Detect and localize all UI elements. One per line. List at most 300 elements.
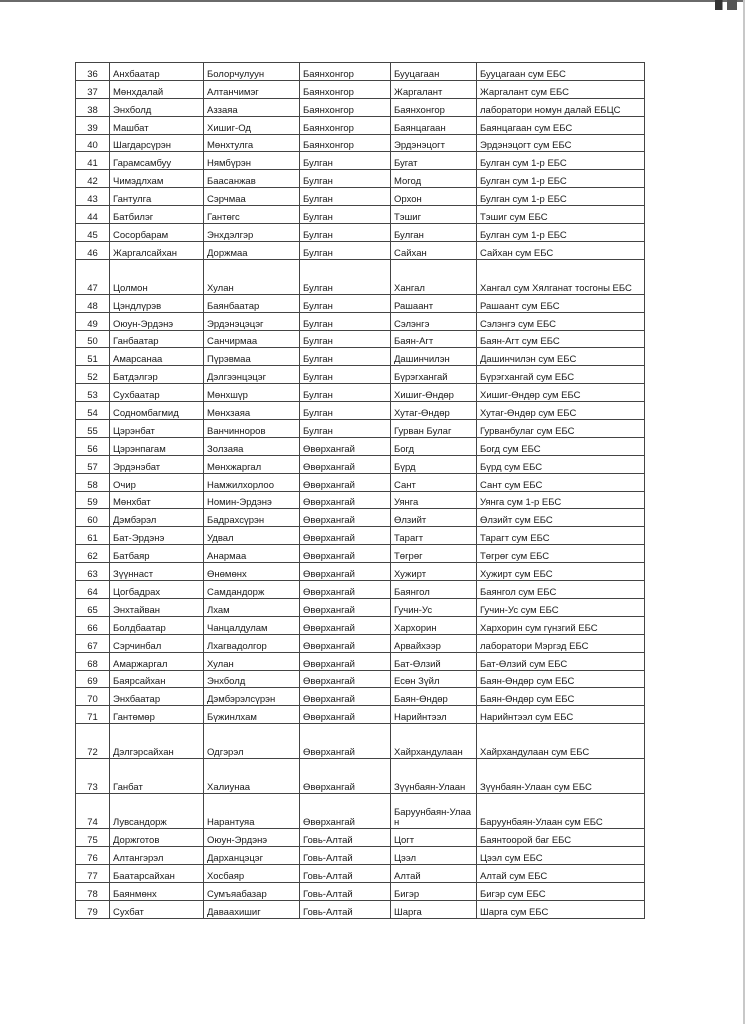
given-name-cell: Ванчинноров bbox=[204, 420, 300, 438]
table-row bbox=[76, 330, 645, 348]
table-row bbox=[76, 724, 645, 759]
school-cell: Шарга сум ЕБС bbox=[477, 900, 645, 918]
school-cell: Хангал сум Хялганат тосгоны ЕБС bbox=[477, 259, 645, 294]
page-top-border bbox=[0, 0, 745, 2]
aimag-cell: Өвөрхангай bbox=[300, 437, 391, 455]
aimag-cell: Өвөрхангай bbox=[300, 581, 391, 599]
surname-cell: Оюун-Эрдэнэ bbox=[110, 312, 204, 330]
surname-cell: Болдбаатар bbox=[110, 616, 204, 634]
table-row bbox=[76, 900, 645, 918]
table-row bbox=[76, 670, 645, 688]
sum-cell: Сэлэнгэ bbox=[391, 312, 477, 330]
table-row bbox=[76, 847, 645, 865]
row-number: 45 bbox=[76, 224, 110, 242]
table-row bbox=[76, 509, 645, 527]
sum-cell: Эрдэнэцогт bbox=[391, 134, 477, 152]
row-number: 76 bbox=[76, 847, 110, 865]
sum-cell: Гурван Булаг bbox=[391, 420, 477, 438]
table-row bbox=[76, 170, 645, 188]
table-row bbox=[76, 420, 645, 438]
school-cell: Сайхан сум ЕБС bbox=[477, 241, 645, 259]
school-cell: Гурванбулаг сум ЕБС bbox=[477, 420, 645, 438]
row-number: 79 bbox=[76, 900, 110, 918]
surname-cell: Лувсандорж bbox=[110, 794, 204, 829]
given-name-cell: Самдандорж bbox=[204, 581, 300, 599]
row-number: 65 bbox=[76, 598, 110, 616]
given-name-cell: Эрдэнэцэцэг bbox=[204, 312, 300, 330]
aimag-cell: Говь-Алтай bbox=[300, 882, 391, 900]
table-row bbox=[76, 598, 645, 616]
surname-cell: Энхбаатар bbox=[110, 688, 204, 706]
given-name-cell: Сэрчмаа bbox=[204, 188, 300, 206]
aimag-cell: Өвөрхангай bbox=[300, 652, 391, 670]
aimag-cell: Говь-Алтай bbox=[300, 864, 391, 882]
school-cell: Тарагт сум ЕБС bbox=[477, 527, 645, 545]
aimag-cell: Өвөрхангай bbox=[300, 688, 391, 706]
given-name-cell: Энхболд bbox=[204, 670, 300, 688]
row-number: 41 bbox=[76, 152, 110, 170]
row-number: 60 bbox=[76, 509, 110, 527]
aimag-cell: Булган bbox=[300, 224, 391, 242]
sum-cell: Могод bbox=[391, 170, 477, 188]
sum-cell: Зүүнбаян-Улаан bbox=[391, 759, 477, 794]
given-name-cell: Номин-Эрдэнэ bbox=[204, 491, 300, 509]
sum-cell: Бугат bbox=[391, 152, 477, 170]
given-name-cell: Доржмаа bbox=[204, 241, 300, 259]
school-cell: Хутаг-Өндөр сум ЕБС bbox=[477, 402, 645, 420]
school-cell: Хайрхандулаан сум ЕБС bbox=[477, 724, 645, 759]
sum-cell: Есөн Зүйл bbox=[391, 670, 477, 688]
given-name-cell: Анармаа bbox=[204, 545, 300, 563]
sum-cell: Сант bbox=[391, 473, 477, 491]
given-name-cell: Баасанжав bbox=[204, 170, 300, 188]
surname-cell: Цэрэнбат bbox=[110, 420, 204, 438]
aimag-cell: Булган bbox=[300, 152, 391, 170]
aimag-cell: Өвөрхангай bbox=[300, 670, 391, 688]
sum-cell: Гучин-Ус bbox=[391, 598, 477, 616]
row-number: 63 bbox=[76, 563, 110, 581]
row-number: 71 bbox=[76, 706, 110, 724]
aimag-cell: Өвөрхангай bbox=[300, 491, 391, 509]
surname-cell: Цэндлүрэв bbox=[110, 294, 204, 312]
given-name-cell: Мөнхшүр bbox=[204, 384, 300, 402]
school-cell: Бат-Өлзий сум ЕБС bbox=[477, 652, 645, 670]
school-cell: Хужирт сум ЕБС bbox=[477, 563, 645, 581]
given-name-cell: Нарантуяа bbox=[204, 794, 300, 829]
given-name-cell: Бүжинлхам bbox=[204, 706, 300, 724]
sum-cell: Нарийнтээл bbox=[391, 706, 477, 724]
row-number: 59 bbox=[76, 491, 110, 509]
school-cell: Баянтоорой баг ЕБС bbox=[477, 829, 645, 847]
sum-cell: Баянхонгор bbox=[391, 98, 477, 116]
surname-cell: Чимэдлхам bbox=[110, 170, 204, 188]
school-cell: Булган сум 1-р ЕБС bbox=[477, 188, 645, 206]
aimag-cell: Өвөрхангай bbox=[300, 563, 391, 581]
aimag-cell: Булган bbox=[300, 241, 391, 259]
sum-cell: Тарагт bbox=[391, 527, 477, 545]
row-number: 39 bbox=[76, 116, 110, 134]
given-name-cell: Нямбүрэн bbox=[204, 152, 300, 170]
given-name-cell: Удвал bbox=[204, 527, 300, 545]
given-name-cell: Санчирмаа bbox=[204, 330, 300, 348]
given-name-cell: Алтанчимэг bbox=[204, 80, 300, 98]
school-cell: лаборатори Мэргэд ЕБС bbox=[477, 634, 645, 652]
row-number: 55 bbox=[76, 420, 110, 438]
surname-cell: Жаргалсайхан bbox=[110, 241, 204, 259]
given-name-cell: Бадрахсүрэн bbox=[204, 509, 300, 527]
aimag-cell: Баянхонгор bbox=[300, 80, 391, 98]
table-row bbox=[76, 455, 645, 473]
sum-cell: Баян-Агт bbox=[391, 330, 477, 348]
surname-cell: Доржготов bbox=[110, 829, 204, 847]
sum-cell: Баянгол bbox=[391, 581, 477, 599]
given-name-cell: Мөнхжаргал bbox=[204, 455, 300, 473]
aimag-cell: Булган bbox=[300, 366, 391, 384]
row-number: 62 bbox=[76, 545, 110, 563]
table-row bbox=[76, 759, 645, 794]
table-row bbox=[76, 794, 645, 829]
aimag-cell: Өвөрхангай bbox=[300, 545, 391, 563]
table-row bbox=[76, 402, 645, 420]
sum-cell: Бигэр bbox=[391, 882, 477, 900]
sum-cell: Бууцагаан bbox=[391, 63, 477, 81]
table-row bbox=[76, 545, 645, 563]
school-cell: Бүрэгхангай сум ЕБС bbox=[477, 366, 645, 384]
row-number: 36 bbox=[76, 63, 110, 81]
aimag-cell: Булган bbox=[300, 259, 391, 294]
surname-cell: Мөнхбат bbox=[110, 491, 204, 509]
row-number: 77 bbox=[76, 864, 110, 882]
row-number: 61 bbox=[76, 527, 110, 545]
school-cell: Рашаант сум ЕБС bbox=[477, 294, 645, 312]
sum-cell: Баруунбаян-Улаан bbox=[391, 794, 477, 829]
row-number: 53 bbox=[76, 384, 110, 402]
given-name-cell: Баянбаатар bbox=[204, 294, 300, 312]
given-name-cell: Аззаяа bbox=[204, 98, 300, 116]
row-number: 40 bbox=[76, 134, 110, 152]
school-cell: Булган сум 1-р ЕБС bbox=[477, 170, 645, 188]
school-cell: Богд сум ЕБС bbox=[477, 437, 645, 455]
school-cell: Дашинчилэн сум ЕБС bbox=[477, 348, 645, 366]
aimag-cell: Өвөрхангай bbox=[300, 724, 391, 759]
row-number: 75 bbox=[76, 829, 110, 847]
table-row bbox=[76, 312, 645, 330]
table-row bbox=[76, 634, 645, 652]
school-cell: Баянгол сум ЕБС bbox=[477, 581, 645, 599]
row-number: 73 bbox=[76, 759, 110, 794]
surname-cell: Цэрэнпагам bbox=[110, 437, 204, 455]
table-row bbox=[76, 527, 645, 545]
row-number: 74 bbox=[76, 794, 110, 829]
school-cell: Булган сум 1-р ЕБС bbox=[477, 224, 645, 242]
aimag-cell: Өвөрхангай bbox=[300, 706, 391, 724]
surname-cell: Сухбат bbox=[110, 900, 204, 918]
surname-cell: Ганбат bbox=[110, 759, 204, 794]
sum-cell: Цогт bbox=[391, 829, 477, 847]
row-number: 42 bbox=[76, 170, 110, 188]
aimag-cell: Говь-Алтай bbox=[300, 847, 391, 865]
school-cell: Жаргалант сум ЕБС bbox=[477, 80, 645, 98]
surname-cell: Эрдэнэбат bbox=[110, 455, 204, 473]
aimag-cell: Баянхонгор bbox=[300, 98, 391, 116]
participants-table bbox=[75, 62, 645, 919]
row-number: 66 bbox=[76, 616, 110, 634]
table-row bbox=[76, 491, 645, 509]
school-cell: Бууцагаан сум ЕБС bbox=[477, 63, 645, 81]
aimag-cell: Говь-Алтай bbox=[300, 829, 391, 847]
sum-cell: Алтай bbox=[391, 864, 477, 882]
given-name-cell: Золзаяа bbox=[204, 437, 300, 455]
row-number: 54 bbox=[76, 402, 110, 420]
surname-cell: Амарсанаа bbox=[110, 348, 204, 366]
school-cell: Баян-Агт сум ЕБС bbox=[477, 330, 645, 348]
sum-cell: Хишиг-Өндөр bbox=[391, 384, 477, 402]
given-name-cell: Дарханцэцэг bbox=[204, 847, 300, 865]
school-cell: Сант сум ЕБС bbox=[477, 473, 645, 491]
table-row bbox=[76, 294, 645, 312]
row-number: 47 bbox=[76, 259, 110, 294]
table-row bbox=[76, 134, 645, 152]
row-number: 44 bbox=[76, 206, 110, 224]
sum-cell: Хархорин bbox=[391, 616, 477, 634]
table-row bbox=[76, 864, 645, 882]
sum-cell: Хужирт bbox=[391, 563, 477, 581]
school-cell: Гучин-Ус сум ЕБС bbox=[477, 598, 645, 616]
aimag-cell: Булган bbox=[300, 384, 391, 402]
school-cell: Бүрд сум ЕБС bbox=[477, 455, 645, 473]
surname-cell: Очир bbox=[110, 473, 204, 491]
given-name-cell: Өнөмөнх bbox=[204, 563, 300, 581]
sum-cell: Булган bbox=[391, 224, 477, 242]
school-cell: Сэлэнгэ сум ЕБС bbox=[477, 312, 645, 330]
surname-cell: Батбаяр bbox=[110, 545, 204, 563]
table-body bbox=[76, 63, 645, 919]
row-number: 64 bbox=[76, 581, 110, 599]
sum-cell: Рашаант bbox=[391, 294, 477, 312]
surname-cell: Гантөмөр bbox=[110, 706, 204, 724]
row-number: 43 bbox=[76, 188, 110, 206]
surname-cell: Содномбагмид bbox=[110, 402, 204, 420]
aimag-cell: Өвөрхангай bbox=[300, 634, 391, 652]
surname-cell: Сухбаатар bbox=[110, 384, 204, 402]
given-name-cell: Сумъяабазар bbox=[204, 882, 300, 900]
row-number: 72 bbox=[76, 724, 110, 759]
surname-cell: Зүүннаст bbox=[110, 563, 204, 581]
row-number: 68 bbox=[76, 652, 110, 670]
sum-cell: Дашинчилэн bbox=[391, 348, 477, 366]
table-row bbox=[76, 473, 645, 491]
school-cell: Эрдэнэцогт сум ЕБС bbox=[477, 134, 645, 152]
table-row bbox=[76, 581, 645, 599]
sum-cell: Сайхан bbox=[391, 241, 477, 259]
surname-cell: Гарамсамбуу bbox=[110, 152, 204, 170]
school-cell: лаборатори номун далай ЕБЦС bbox=[477, 98, 645, 116]
aimag-cell: Баянхонгор bbox=[300, 63, 391, 81]
sum-cell: Орхон bbox=[391, 188, 477, 206]
sum-cell: Хангал bbox=[391, 259, 477, 294]
surname-cell: Амаржаргал bbox=[110, 652, 204, 670]
sum-cell: Богд bbox=[391, 437, 477, 455]
table-row bbox=[76, 616, 645, 634]
surname-cell: Энхтайван bbox=[110, 598, 204, 616]
surname-cell: Батбилэг bbox=[110, 206, 204, 224]
surname-cell: Шагдарсүрэн bbox=[110, 134, 204, 152]
school-cell: Уянга сум 1-р ЕБС bbox=[477, 491, 645, 509]
school-cell: Тэшиг сум ЕБС bbox=[477, 206, 645, 224]
aimag-cell: Булган bbox=[300, 170, 391, 188]
given-name-cell: Одгэрэл bbox=[204, 724, 300, 759]
surname-cell: Баатарсайхан bbox=[110, 864, 204, 882]
given-name-cell: Болорчулуун bbox=[204, 63, 300, 81]
school-cell: Цээл сум ЕБС bbox=[477, 847, 645, 865]
school-cell: Хишиг-Өндөр сум ЕБС bbox=[477, 384, 645, 402]
school-cell: Төгрөг сум ЕБС bbox=[477, 545, 645, 563]
table-row bbox=[76, 384, 645, 402]
aimag-cell: Булган bbox=[300, 420, 391, 438]
given-name-cell: Дэлгээнцэцэг bbox=[204, 366, 300, 384]
surname-cell: Бат-Эрдэнэ bbox=[110, 527, 204, 545]
given-name-cell: Энхдэлгэр bbox=[204, 224, 300, 242]
school-cell: Булган сум 1-р ЕБС bbox=[477, 152, 645, 170]
aimag-cell: Булган bbox=[300, 312, 391, 330]
surname-cell: Машбат bbox=[110, 116, 204, 134]
aimag-cell: Өвөрхангай bbox=[300, 616, 391, 634]
aimag-cell: Өвөрхангай bbox=[300, 759, 391, 794]
given-name-cell: Пүрэвмаа bbox=[204, 348, 300, 366]
sum-cell: Арвайхээр bbox=[391, 634, 477, 652]
given-name-cell: Мөнхтулга bbox=[204, 134, 300, 152]
row-number: 46 bbox=[76, 241, 110, 259]
table-row bbox=[76, 706, 645, 724]
given-name-cell: Дэмбэрэлсүрэн bbox=[204, 688, 300, 706]
aimag-cell: Говь-Алтай bbox=[300, 900, 391, 918]
aimag-cell: Булган bbox=[300, 294, 391, 312]
given-name-cell: Лхагвадолгор bbox=[204, 634, 300, 652]
surname-cell: Баянмөнх bbox=[110, 882, 204, 900]
row-number: 56 bbox=[76, 437, 110, 455]
row-number: 70 bbox=[76, 688, 110, 706]
school-cell: Баянцагаан сум ЕБС bbox=[477, 116, 645, 134]
aimag-cell: Өвөрхангай bbox=[300, 455, 391, 473]
row-number: 52 bbox=[76, 366, 110, 384]
table-row bbox=[76, 829, 645, 847]
row-number: 69 bbox=[76, 670, 110, 688]
sum-cell: Жаргалант bbox=[391, 80, 477, 98]
table-row bbox=[76, 437, 645, 455]
school-cell: Зүүнбаян-Улаан сум ЕБС bbox=[477, 759, 645, 794]
aimag-cell: Булган bbox=[300, 348, 391, 366]
surname-cell: Дэлгэрсайхан bbox=[110, 724, 204, 759]
sum-cell: Өлзийт bbox=[391, 509, 477, 527]
row-number: 38 bbox=[76, 98, 110, 116]
sum-cell: Төгрөг bbox=[391, 545, 477, 563]
aimag-cell: Өвөрхангай bbox=[300, 473, 391, 491]
sum-cell: Шарга bbox=[391, 900, 477, 918]
sum-cell: Хайрхандулаан bbox=[391, 724, 477, 759]
table-row bbox=[76, 116, 645, 134]
aimag-cell: Булган bbox=[300, 330, 391, 348]
row-number: 58 bbox=[76, 473, 110, 491]
row-number: 78 bbox=[76, 882, 110, 900]
given-name-cell: Оюун-Эрдэнэ bbox=[204, 829, 300, 847]
school-cell: Алтай сум ЕБС bbox=[477, 864, 645, 882]
school-cell: Нарийнтээл сум ЕБС bbox=[477, 706, 645, 724]
sum-cell: Бүрэгхангай bbox=[391, 366, 477, 384]
table-row bbox=[76, 188, 645, 206]
row-number: 67 bbox=[76, 634, 110, 652]
sum-cell: Баян-Өндөр bbox=[391, 688, 477, 706]
aimag-cell: Булган bbox=[300, 402, 391, 420]
school-cell: Хархорин сум гүнзгий ЕБС bbox=[477, 616, 645, 634]
given-name-cell: Чанцалдулам bbox=[204, 616, 300, 634]
sum-cell: Бүрд bbox=[391, 455, 477, 473]
table-row bbox=[76, 241, 645, 259]
sum-cell: Уянга bbox=[391, 491, 477, 509]
sum-cell: Хутаг-Өндөр bbox=[391, 402, 477, 420]
table-row bbox=[76, 688, 645, 706]
surname-cell: Ганбаатар bbox=[110, 330, 204, 348]
given-name-cell: Халиунаа bbox=[204, 759, 300, 794]
table-row bbox=[76, 206, 645, 224]
sum-cell: Баянцагаан bbox=[391, 116, 477, 134]
given-name-cell: Хосбаяр bbox=[204, 864, 300, 882]
surname-cell: Мөнхдалай bbox=[110, 80, 204, 98]
row-number: 49 bbox=[76, 312, 110, 330]
aimag-cell: Булган bbox=[300, 188, 391, 206]
school-cell: Баруунбаян-Улаан сум ЕБС bbox=[477, 794, 645, 829]
table-row bbox=[76, 563, 645, 581]
surname-cell: Анхбаатар bbox=[110, 63, 204, 81]
row-number: 51 bbox=[76, 348, 110, 366]
surname-cell: Сэрчинбал bbox=[110, 634, 204, 652]
aimag-cell: Өвөрхангай bbox=[300, 527, 391, 545]
table-row bbox=[76, 259, 645, 294]
surname-cell: Цолмон bbox=[110, 259, 204, 294]
aimag-cell: Баянхонгор bbox=[300, 116, 391, 134]
aimag-cell: Өвөрхангай bbox=[300, 598, 391, 616]
surname-cell: Дэмбэрэл bbox=[110, 509, 204, 527]
sum-cell: Тэшиг bbox=[391, 206, 477, 224]
table-row bbox=[76, 348, 645, 366]
row-number: 50 bbox=[76, 330, 110, 348]
row-number: 48 bbox=[76, 294, 110, 312]
table-row bbox=[76, 152, 645, 170]
school-cell: Баян-Өндөр сум ЕБС bbox=[477, 688, 645, 706]
surname-cell: Сосорбарам bbox=[110, 224, 204, 242]
table-row bbox=[76, 652, 645, 670]
surname-cell: Цогбадрах bbox=[110, 581, 204, 599]
school-cell: Бигэр сум ЕБС bbox=[477, 882, 645, 900]
school-cell: Баян-Өндөр сум ЕБС bbox=[477, 670, 645, 688]
table-row bbox=[76, 366, 645, 384]
row-number: 37 bbox=[76, 80, 110, 98]
sum-cell: Цээл bbox=[391, 847, 477, 865]
given-name-cell: Хишиг-Од bbox=[204, 116, 300, 134]
aimag-cell: Баянхонгор bbox=[300, 134, 391, 152]
table-row bbox=[76, 80, 645, 98]
given-name-cell: Хулан bbox=[204, 259, 300, 294]
aimag-cell: Өвөрхангай bbox=[300, 794, 391, 829]
table-row bbox=[76, 224, 645, 242]
school-cell: Өлзийт сум ЕБС bbox=[477, 509, 645, 527]
surname-cell: Баярсайхан bbox=[110, 670, 204, 688]
table-row bbox=[76, 98, 645, 116]
given-name-cell: Гантөгс bbox=[204, 206, 300, 224]
aimag-cell: Булган bbox=[300, 206, 391, 224]
aimag-cell: Өвөрхангай bbox=[300, 509, 391, 527]
given-name-cell: Лхам bbox=[204, 598, 300, 616]
surname-cell: Энхболд bbox=[110, 98, 204, 116]
